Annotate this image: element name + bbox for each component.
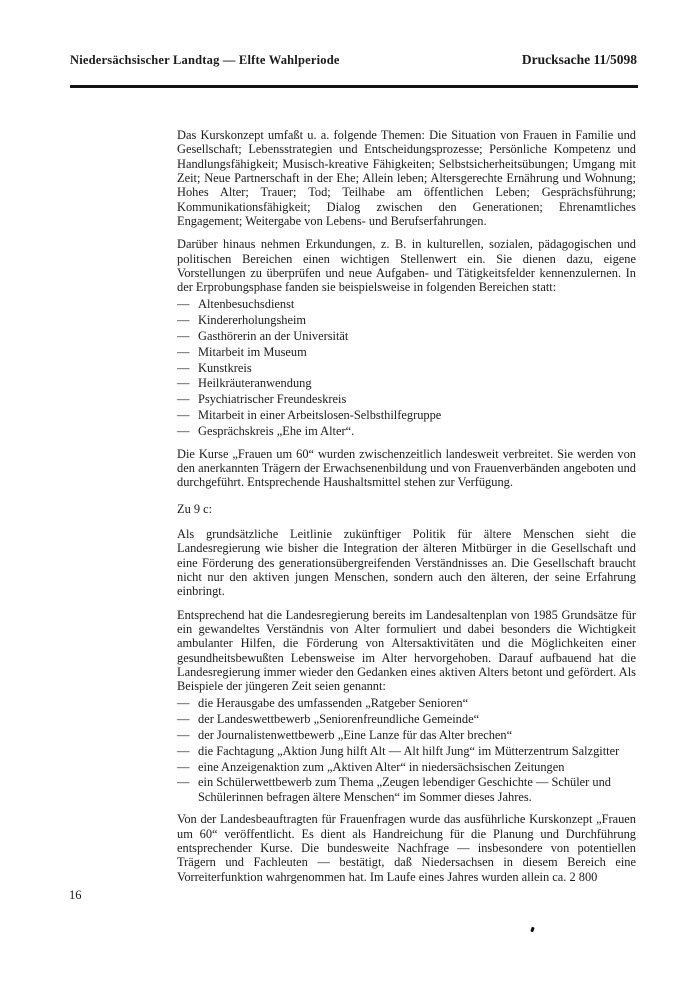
dash-bullet: — bbox=[177, 727, 190, 742]
ink-speck bbox=[530, 927, 535, 933]
list-item bbox=[177, 376, 636, 390]
list-item-text: Mitarbeit in einer Arbeitslosen-Selbsthilfegruppe bbox=[198, 408, 442, 423]
bullet-list bbox=[177, 696, 636, 804]
section-heading: Zu 9 c: bbox=[177, 501, 213, 516]
dash-bullet: — bbox=[177, 743, 190, 758]
list-item-text: Gesprächskreis „Ehe im Alter“. bbox=[198, 424, 355, 439]
list-item bbox=[177, 313, 636, 327]
paragraph: Darüber hinaus nehmen Erkundungen, z. B. in kulturellen, sozialen, pädagogischen und politischen Bereichen einen wichtigen Stellenwert ein. Sie dienen dazu, eigene Vorstellungen zu überprüfen und neue Aufgaben- und Tätigkeitsfelder kennenzulernen. In der Erprobungsphase fanden sie beispielsweise in folgenden Bereichen statt: bbox=[177, 237, 636, 295]
list-item bbox=[177, 424, 636, 438]
page-number: 16 bbox=[69, 888, 82, 902]
list-item-text: die Fachtagung „Aktion Jung hilft Alt — Alt hilft Jung“ im Mütterzentrum Salzgitter bbox=[198, 743, 620, 758]
list-item-text: Heilkräuteranwendung bbox=[198, 376, 312, 391]
list-item-text: Mitarbeit im Museum bbox=[198, 344, 307, 359]
list-item bbox=[177, 696, 636, 710]
dash-bullet: — bbox=[177, 312, 190, 327]
dash-bullet: — bbox=[177, 775, 190, 790]
list-item-text: Gasthörerin an der Universität bbox=[198, 328, 349, 343]
list-item bbox=[177, 361, 636, 375]
paragraph: Als grundsätzliche Leitlinie zukünftiger Politik für ältere Menschen sieht die Landesregierung wie bisher die Integration der älteren Mitbürger in die Gesellschaft und eine Förderung des generationsübergreifenden Verständnisses an. Die Gesellschaft braucht nicht nur den aktiven jungen Menschen, sondern auch den älteren, der seine Erfahrung einbringt. bbox=[177, 527, 636, 599]
list-item bbox=[177, 297, 636, 311]
document-body bbox=[177, 128, 636, 893]
list-item bbox=[177, 392, 636, 406]
dash-bullet: — bbox=[177, 296, 190, 311]
dash-bullet: — bbox=[177, 360, 190, 375]
paragraph: Von der Landesbeauftragten für Frauenfragen wurde das ausführliche Kurskonzept „Frauen um 60“ veröffentlicht. Es dient als Handreichung für die Planung und Durchführung entsprechender Kurse. Die bundesweite Nachfrage — insbesondere von potentiellen Trägern und Fachleuten — bestätigt, daß Niedersachsen in diesem Bereich eine Vorreiterfunktion wahrgenommen hat. Im Laufe eines Jahres wurden allein ca. 2 800 bbox=[177, 812, 636, 884]
list-item bbox=[177, 329, 636, 343]
header-right-docnumber: Drucksache 11/5098 bbox=[521, 52, 637, 67]
list-item bbox=[177, 775, 636, 804]
paragraph: Entsprechend hat die Landesregierung bereits im Landesaltenplan von 1985 Grundsätze für ein gewandeltes Verständnis von Alter formuliert und dabei besonders die Wichtigkeit ambulanter Hilfen, die Förderung von Altersaktivitäten und die Möglichkeiten einer gesundheitsbewußten Lebensweise im Alter hervorgehoben. Darauf aufbauend hat die Landesregierung immer wieder den Gedanken eines aktiven Alters betont und gefördert. Als Beispiele der jüngeren Zeit seien genannt: bbox=[177, 607, 636, 694]
dash-bullet: — bbox=[177, 392, 190, 407]
dash-bullet: — bbox=[177, 695, 190, 710]
bullet-list bbox=[177, 297, 636, 439]
list-item bbox=[177, 744, 636, 758]
list-item-text: die Herausgabe des umfassenden „Ratgeber Senioren“ bbox=[198, 695, 469, 710]
list-item bbox=[177, 345, 636, 359]
dash-bullet: — bbox=[177, 711, 190, 726]
list-item-text: Altenbesuchsdienst bbox=[198, 296, 295, 311]
list-item-text: der Landeswettbewerb „Seniorenfreundliche Gemeinde“ bbox=[198, 711, 480, 726]
list-item-text: ein Schülerwettbewerb zum Thema „Zeugen lebendiger Geschichte — Schüler und Schülerinnen befragen ältere Menschen“ im Sommer dieses Jahres. bbox=[198, 775, 611, 804]
dash-bullet: — bbox=[177, 759, 190, 774]
list-item-text: Kunstkreis bbox=[198, 360, 252, 375]
paragraph: Das Kurskonzept umfaßt u. a. folgende Themen: Die Situation von Frauen in Familie und Gesellschaft; Lebensstrategien und Entscheidungsprozesse; Persönliche Kompetenz und Handlungsfähigkeit; Musisch-kreative Fähigkeiten; Selbstsicherheitsübungen; Umgang mit Zeit; Neue Partnerschaft in der Ehe; Allein leben; Altersgerechte Ernährung und Wohnung; Hohes Alter; Trauer; Tod; Teilhabe am öffentlichen Leben; Gesprächsführung; Kommunikationsfähigkeit; Dialog zwischen den Generationen; Ehrenamtliches Engagement; Weitergabe von Lebens- und Berufserfahrungen. bbox=[177, 128, 636, 229]
header-left-title: Niedersächsischer Landtag — Elfte Wahlperiode bbox=[70, 53, 340, 67]
paragraph: Die Kurse „Frauen um 60“ wurden zwischenzeitlich landesweit verbreitet. Sie werden von den anerkannten Trägern der Erwachsenenbildung und von Frauenverbänden angeboten und durchgeführt. Entsprechende Haushaltsmittel stehen zur Verfügung. bbox=[177, 446, 636, 490]
list-item bbox=[177, 728, 636, 742]
header-rule bbox=[70, 85, 638, 88]
list-item-text: Psychiatrischer Freundeskreis bbox=[198, 392, 347, 407]
list-item bbox=[177, 760, 636, 774]
dash-bullet: — bbox=[177, 344, 190, 359]
list-item-text: der Journalistenwettbewerb „Eine Lanze für das Alter brechen“ bbox=[198, 727, 513, 742]
dash-bullet: — bbox=[177, 408, 190, 423]
dash-bullet: — bbox=[177, 328, 190, 343]
list-item bbox=[177, 712, 636, 726]
list-item-text: Kindererholungsheim bbox=[198, 312, 307, 327]
list-item bbox=[177, 408, 636, 422]
list-item-text: eine Anzeigenaktion zum „Aktiven Alter“ in niedersächsischen Zeitungen bbox=[198, 759, 565, 774]
dash-bullet: — bbox=[177, 376, 190, 391]
dash-bullet: — bbox=[177, 424, 190, 439]
